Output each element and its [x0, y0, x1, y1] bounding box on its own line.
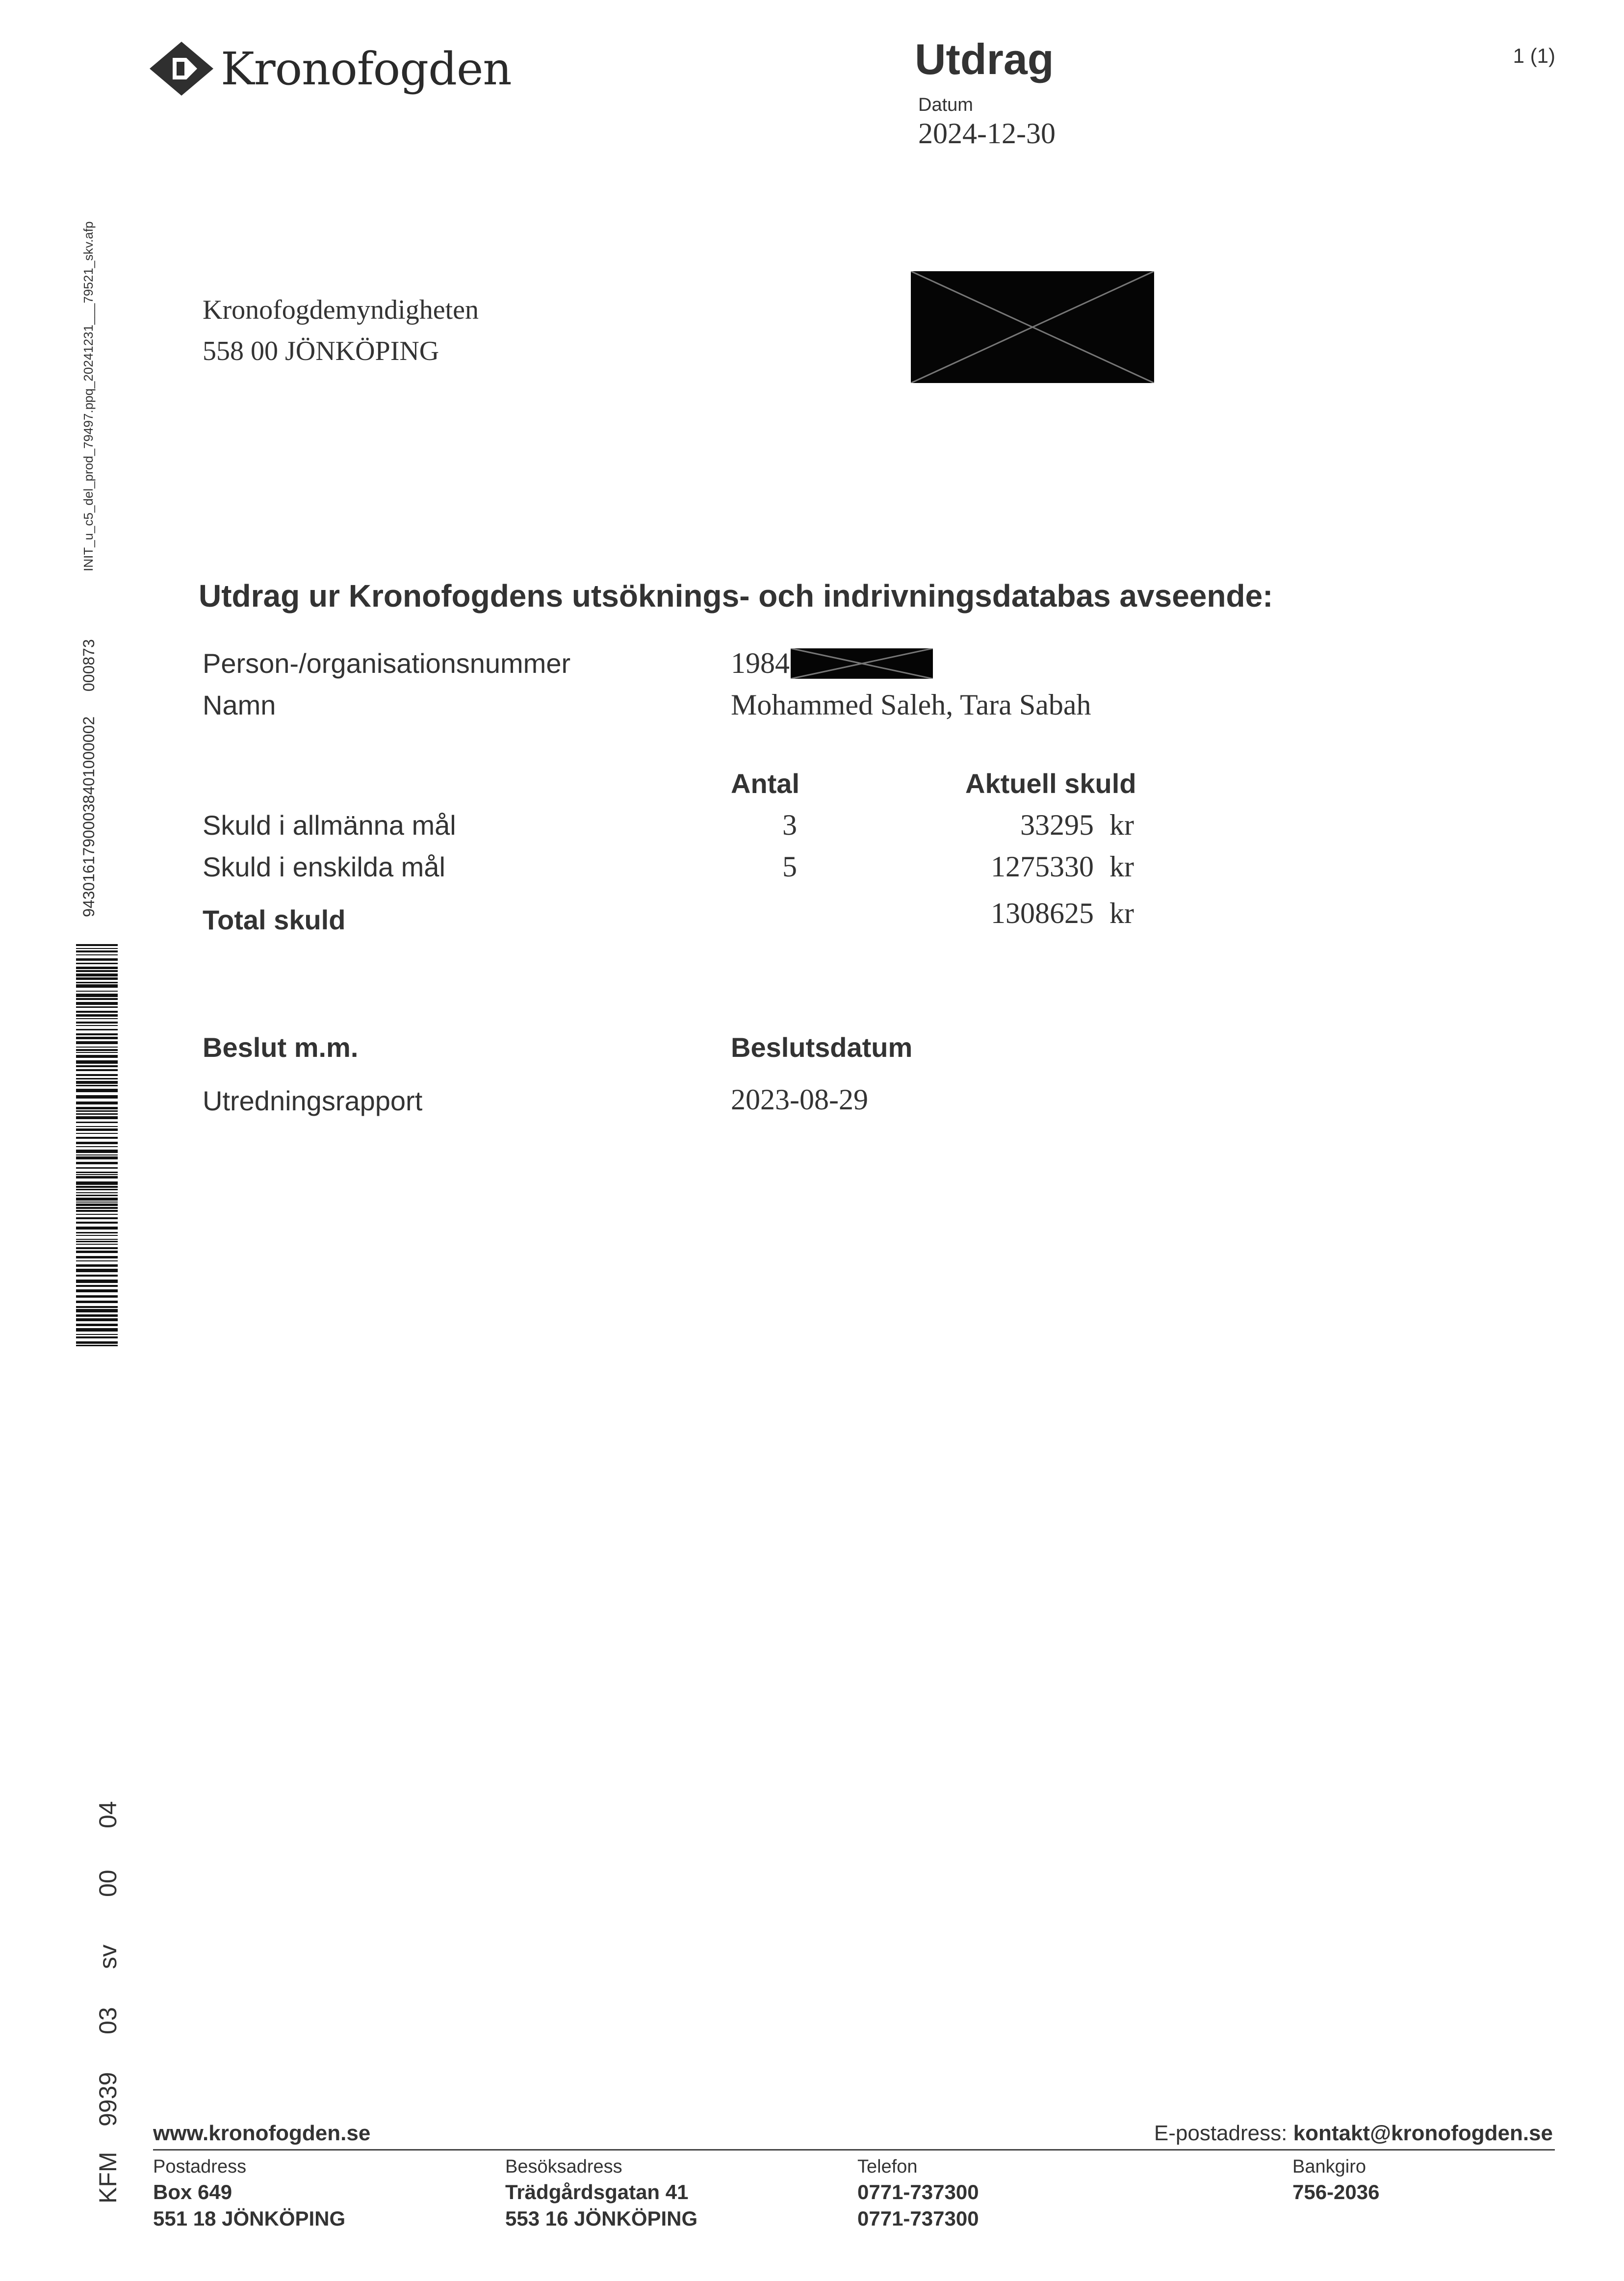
- recipient-address: [203, 289, 479, 372]
- debt-row-label: Skuld i enskilda mål: [203, 851, 445, 882]
- total-debt-unit: kr: [1109, 897, 1134, 929]
- barcode-icon: [76, 944, 118, 1346]
- kronofogden-logo: [147, 39, 512, 98]
- side-bottom-codes: [88, 1775, 128, 2207]
- total-debt-label: Total skuld: [203, 904, 346, 935]
- extract-heading: Utdrag ur Kronofogdens utsöknings- och indrivningsdatabas avseende:: [199, 578, 1273, 614]
- personal-number-redaction: [791, 648, 933, 679]
- debt-row-amount: 33295: [1020, 809, 1094, 841]
- debt-row-count: 5: [782, 850, 797, 883]
- footer-visiting-address: [505, 2154, 697, 2232]
- redaction-box: [911, 271, 1154, 383]
- footer-column-line: 0771-737300: [857, 2180, 979, 2204]
- debt-row-label: Skuld i allmänna mål: [203, 810, 456, 841]
- personal-number-value: [731, 646, 933, 680]
- footer-column-heading: Postadress: [153, 2156, 247, 2177]
- personal-number-visible: 1984: [731, 647, 790, 679]
- footer-divider: [153, 2149, 1555, 2151]
- side-bottom-code: 04: [94, 1801, 122, 1828]
- column-header-debt: Aktuell skuld: [965, 768, 1136, 799]
- logo-diamond-icon: [147, 39, 216, 98]
- footer-column-line: 0771-737300: [857, 2207, 979, 2230]
- decision-heading: Beslut m.m.: [203, 1032, 359, 1063]
- side-code-long: 94301617900038401000002: [80, 716, 98, 917]
- side-bottom-code: sv: [94, 1945, 122, 1969]
- date-value: 2024-12-30: [918, 117, 1056, 150]
- footer-postal-address: [153, 2154, 345, 2232]
- recipient-name: Kronofogdemyndigheten: [203, 295, 479, 325]
- total-debt-amount: 1308625: [991, 897, 1094, 929]
- recipient-postal: 558 00 JÖNKÖPING: [203, 336, 439, 366]
- footer-column-line: 551 18 JÖNKÖPING: [153, 2207, 346, 2230]
- decision-date-heading: Beslutsdatum: [731, 1032, 913, 1063]
- footer-email-label: E-postadress:: [1154, 2121, 1288, 2145]
- footer-email: [1154, 2121, 1553, 2146]
- side-bottom-code: 00: [94, 1870, 122, 1897]
- decision-value: Utredningsrapport: [203, 1085, 423, 1116]
- debt-row-unit: kr: [1109, 850, 1134, 883]
- footer-column-heading: Bankgiro: [1292, 2156, 1366, 2177]
- footer-bankgiro: [1292, 2154, 1380, 2205]
- logo-text: Kronofogden: [221, 42, 512, 95]
- side-file-reference: INIT_u_c5_del_prod_79497.ppq_20241231___79521_skv.afp: [81, 221, 96, 571]
- page-number: 1 (1): [1513, 44, 1555, 67]
- footer-website-link[interactable]: www.kronofogden.se: [153, 2121, 371, 2145]
- side-bottom-code: KFM: [94, 2152, 122, 2204]
- footer-phone: [857, 2154, 979, 2232]
- side-bottom-code: 03: [94, 2007, 122, 2034]
- date-label: Datum: [918, 95, 973, 115]
- footer-column-heading: Besöksadress: [505, 2156, 622, 2177]
- footer-column-line: 553 16 JÖNKÖPING: [505, 2207, 698, 2230]
- footer-email-link[interactable]: kontakt@kronofogden.se: [1293, 2121, 1553, 2145]
- debt-row-unit: kr: [1109, 809, 1134, 841]
- debt-row-amount: 1275330: [991, 850, 1094, 883]
- footer-column-line: Box 649: [153, 2180, 232, 2204]
- personal-number-label: Person-/organisationsnummer: [203, 648, 571, 679]
- footer-column-heading: Telefon: [857, 2156, 918, 2177]
- footer-column-line: Trädgårdsgatan 41: [505, 2180, 689, 2204]
- side-code-short: 000873: [80, 639, 98, 692]
- document-title: Utdrag: [915, 35, 1054, 83]
- decision-date-value: 2023-08-29: [731, 1083, 868, 1116]
- name-label: Namn: [203, 690, 276, 720]
- footer-column-line: 756-2036: [1292, 2180, 1380, 2204]
- name-value: Mohammed Saleh, Tara Sabah: [731, 689, 1091, 721]
- column-header-count: Antal: [731, 768, 799, 799]
- side-bottom-code: 9939: [94, 2072, 122, 2127]
- debt-row-count: 3: [782, 809, 797, 841]
